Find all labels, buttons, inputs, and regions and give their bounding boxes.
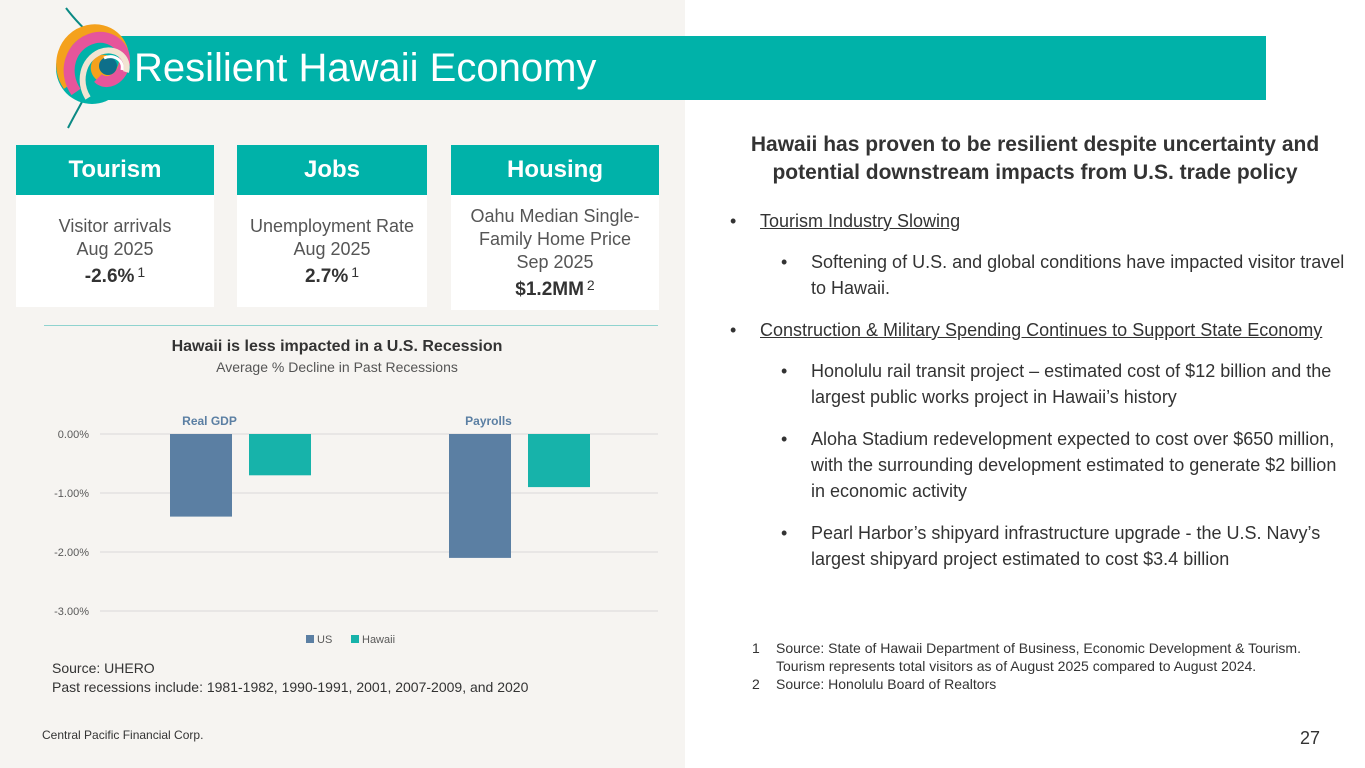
kpi-jobs-value: 2.7% $^1$ xyxy=(304,263,360,287)
kpi-jobs-label: Unemployment Rate xyxy=(249,215,415,236)
footnote-1: 1 Source: State of Hawaii Department of Business, Economic Development & Tourism. Tourism represents total visitors as of August 2025 compared to August 2024. xyxy=(752,640,1301,674)
kpi-jobs-card xyxy=(237,195,427,307)
category-label: Payrolls xyxy=(465,414,512,428)
bar-us xyxy=(170,434,232,517)
y-tick-label: -2.00% xyxy=(54,547,89,559)
right-heading: Hawaii has proven to be resilient despite uncertainty and potential downstream impacts from U.S. trade policy xyxy=(750,133,1320,184)
kpi-jobs-date: Aug 2025 xyxy=(293,238,371,259)
kpi-jobs-header: Jobs xyxy=(237,145,427,195)
chart-recessions-note: Past recessions include: 1981-1982, 1990-1991, 2001, 2007-2009, and 2020 xyxy=(52,679,529,695)
y-tick-label: 0.00% xyxy=(57,429,89,441)
company-logo xyxy=(48,6,148,130)
category-label: Real GDP xyxy=(182,414,237,428)
bullet-list xyxy=(730,208,1350,588)
kpi-housing-date: Sep 2025 xyxy=(516,251,594,272)
kpi-housing-header: Housing xyxy=(451,145,659,195)
legend-label-hawaii: Hawaii xyxy=(362,634,396,646)
page-number: 27 xyxy=(1300,728,1321,748)
sub-bullet-stadium: • Aloha Stadium redevelopment expected to cost over $650 million, with the surrounding development estimated to generate $2 billion in economic activity xyxy=(730,426,1350,504)
bar-hawaii xyxy=(528,434,590,487)
footnote-2: 2 Source: Honolulu Board of Realtors xyxy=(752,676,997,692)
bar-us xyxy=(449,434,511,558)
kpi-housing-label-2: Family Home Price xyxy=(478,228,632,249)
kpi-tourism-label: Visitor arrivals xyxy=(58,215,172,236)
kpi-housing-value: $1.2MM $^2$ xyxy=(515,276,595,300)
y-tick-label: -3.00% xyxy=(54,606,89,618)
y-tick-label: -1.00% xyxy=(54,488,89,500)
chart-source xyxy=(52,659,528,697)
bar-hawaii xyxy=(249,434,311,475)
recession-bar-chart xyxy=(40,400,670,655)
sub-bullet-shipyard: • Pearl Harbor’s shipyard infrastructure upgrade - the U.S. Navy’s largest shipyard project estimated to cost $3.4 billion xyxy=(730,520,1350,572)
kpi-tourism-card xyxy=(16,195,214,307)
section-divider xyxy=(44,325,658,326)
sub-bullet-rail: • Honolulu rail transit project – estimated cost of $12 billion and the largest public works project in Hawaii’s history xyxy=(730,358,1350,410)
kpi-housing-label-1: Oahu Median Single- xyxy=(470,205,640,226)
bullet-construction: • Construction & Military Spending Continues to Support State Economy xyxy=(730,317,1350,343)
kpi-tourism-value: -2.6% $^1$ xyxy=(84,263,146,287)
kpi-housing-card xyxy=(451,195,659,310)
legend-swatch-hawaii xyxy=(351,635,359,643)
kpi-tourism-header: Tourism xyxy=(16,145,214,195)
chart-title: Hawaii is less impacted in a U.S. Recession xyxy=(171,338,503,355)
footnotes xyxy=(752,639,1312,693)
footer-company: Central Pacific Financial Corp. xyxy=(42,728,204,742)
kpi-tourism-date: Aug 2025 xyxy=(76,238,154,259)
bullet-tourism: • Tourism Industry Slowing xyxy=(730,208,1350,234)
legend-swatch-us xyxy=(306,635,314,643)
chart-source-line: Source: UHERO xyxy=(52,660,155,676)
page-title: Resilient Hawaii Economy xyxy=(134,46,597,90)
chart-subtitle: Average % Decline in Past Recessions xyxy=(216,359,458,375)
sub-bullet-softening: • Softening of U.S. and global conditions have impacted visitor travel to Hawaii. xyxy=(730,249,1350,301)
legend-label-us: US xyxy=(317,634,333,646)
